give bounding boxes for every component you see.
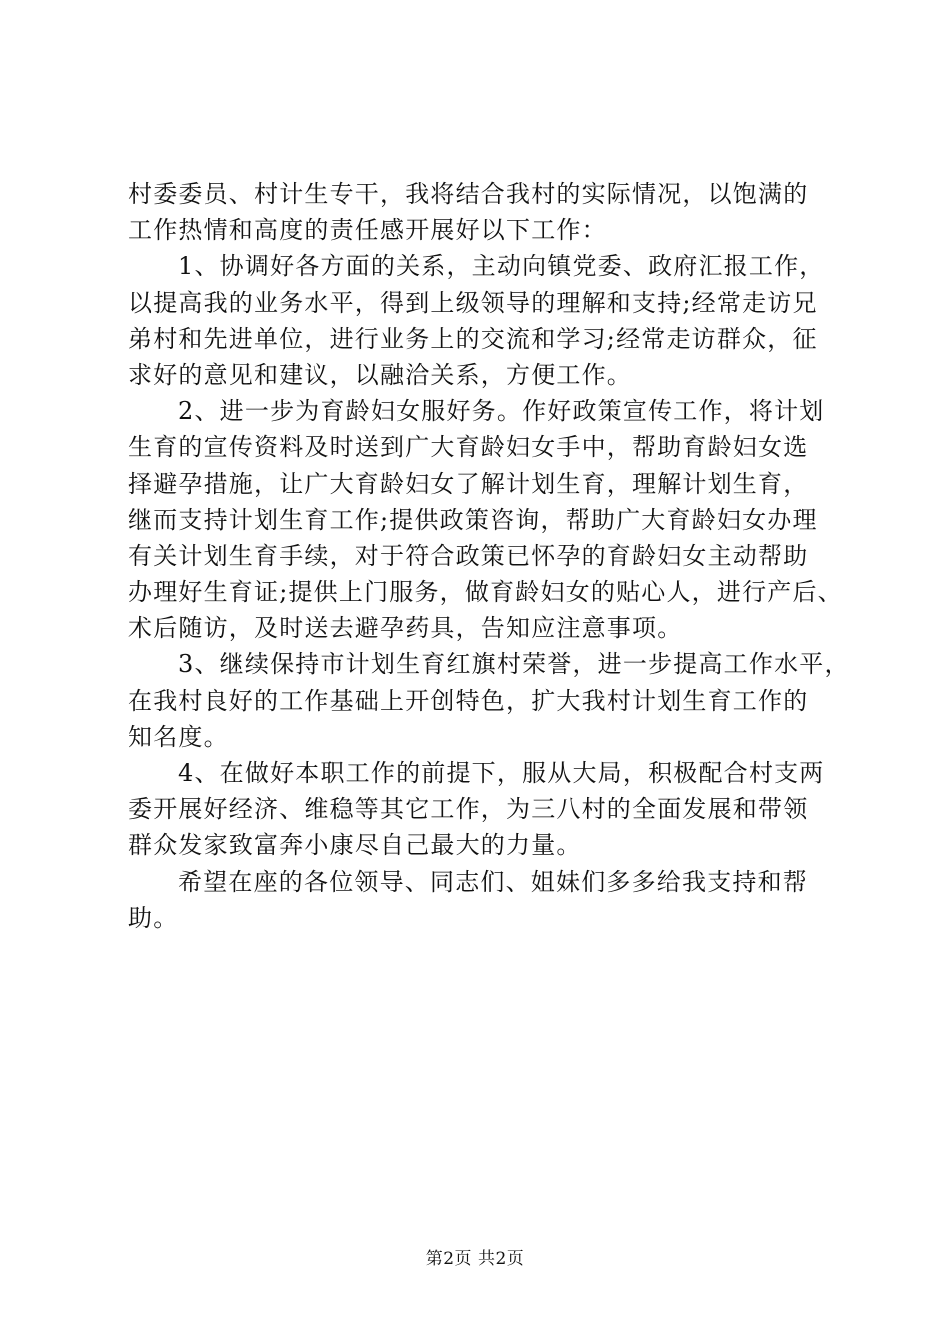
text-line: 以提高我的业务水平，得到上级领导的理解和支持;经常走访兄 (128, 288, 818, 317)
text-line: 1、协调好各方面的关系，主动向镇党委、政府汇报工作， (178, 252, 825, 281)
text-line: 生育的宣传资料及时送到广大育龄妇女手中，帮助育龄妇女选 (128, 433, 809, 462)
text-line: 知名度。 (128, 722, 229, 751)
text-line: 助。 (128, 903, 179, 932)
text-line: 2、进一步为育龄妇女服好务。作好政策宣传工作，将计划 (178, 397, 825, 426)
text-line: 有关计划生育手续，对于符合政策已怀孕的育龄妇女主动帮助 (128, 541, 809, 570)
page-footer: 第2页 共2页 (425, 1249, 525, 1269)
text-line: 工作热情和高度的责任感开展好以下工作： (128, 216, 607, 245)
text-line: 希望在座的各位领导、同志们、姐妹们多多给我支持和帮 (178, 867, 808, 896)
text-line: 术后随访，及时送去避孕药具，告知应注意事项。 (128, 614, 683, 643)
text-line: 委开展好经济、维稳等其它工作，为三八村的全面发展和带领 (128, 795, 809, 824)
text-line: 村委委员、村计生专干，我将结合我村的实际情况，以饱满的 (128, 180, 809, 208)
text-line: 求好的意见和建议，以融洽关系，方便工作。 (128, 360, 632, 389)
text-line: 4、在做好本职工作的前提下，服从大局，积极配合村支两 (178, 759, 825, 787)
text-line: 继而支持计划生育工作;提供政策咨询，帮助广大育龄妇女办理 (128, 505, 818, 534)
text-line: 择避孕措施，让广大育龄妇女了解计划生育，理解计划生育， (128, 469, 809, 498)
text-line: 在我村良好的工作基础上开创特色，扩大我村计划生育工作的 (128, 686, 809, 715)
document-body (128, 176, 850, 936)
text-line: 3、继续保持市计划生育红旗村荣誉，进一步提高工作水平， (178, 650, 850, 679)
text-line: 弟村和先进单位，进行业务上的交流和学习;经常走访群众，征 (128, 324, 818, 353)
text-line: 群众发家致富奔小康尽自己最大的力量。 (128, 831, 582, 860)
text-line: 办理好生育证;提供上门服务，做育龄妇女的贴心人，进行产后、 (128, 578, 843, 607)
